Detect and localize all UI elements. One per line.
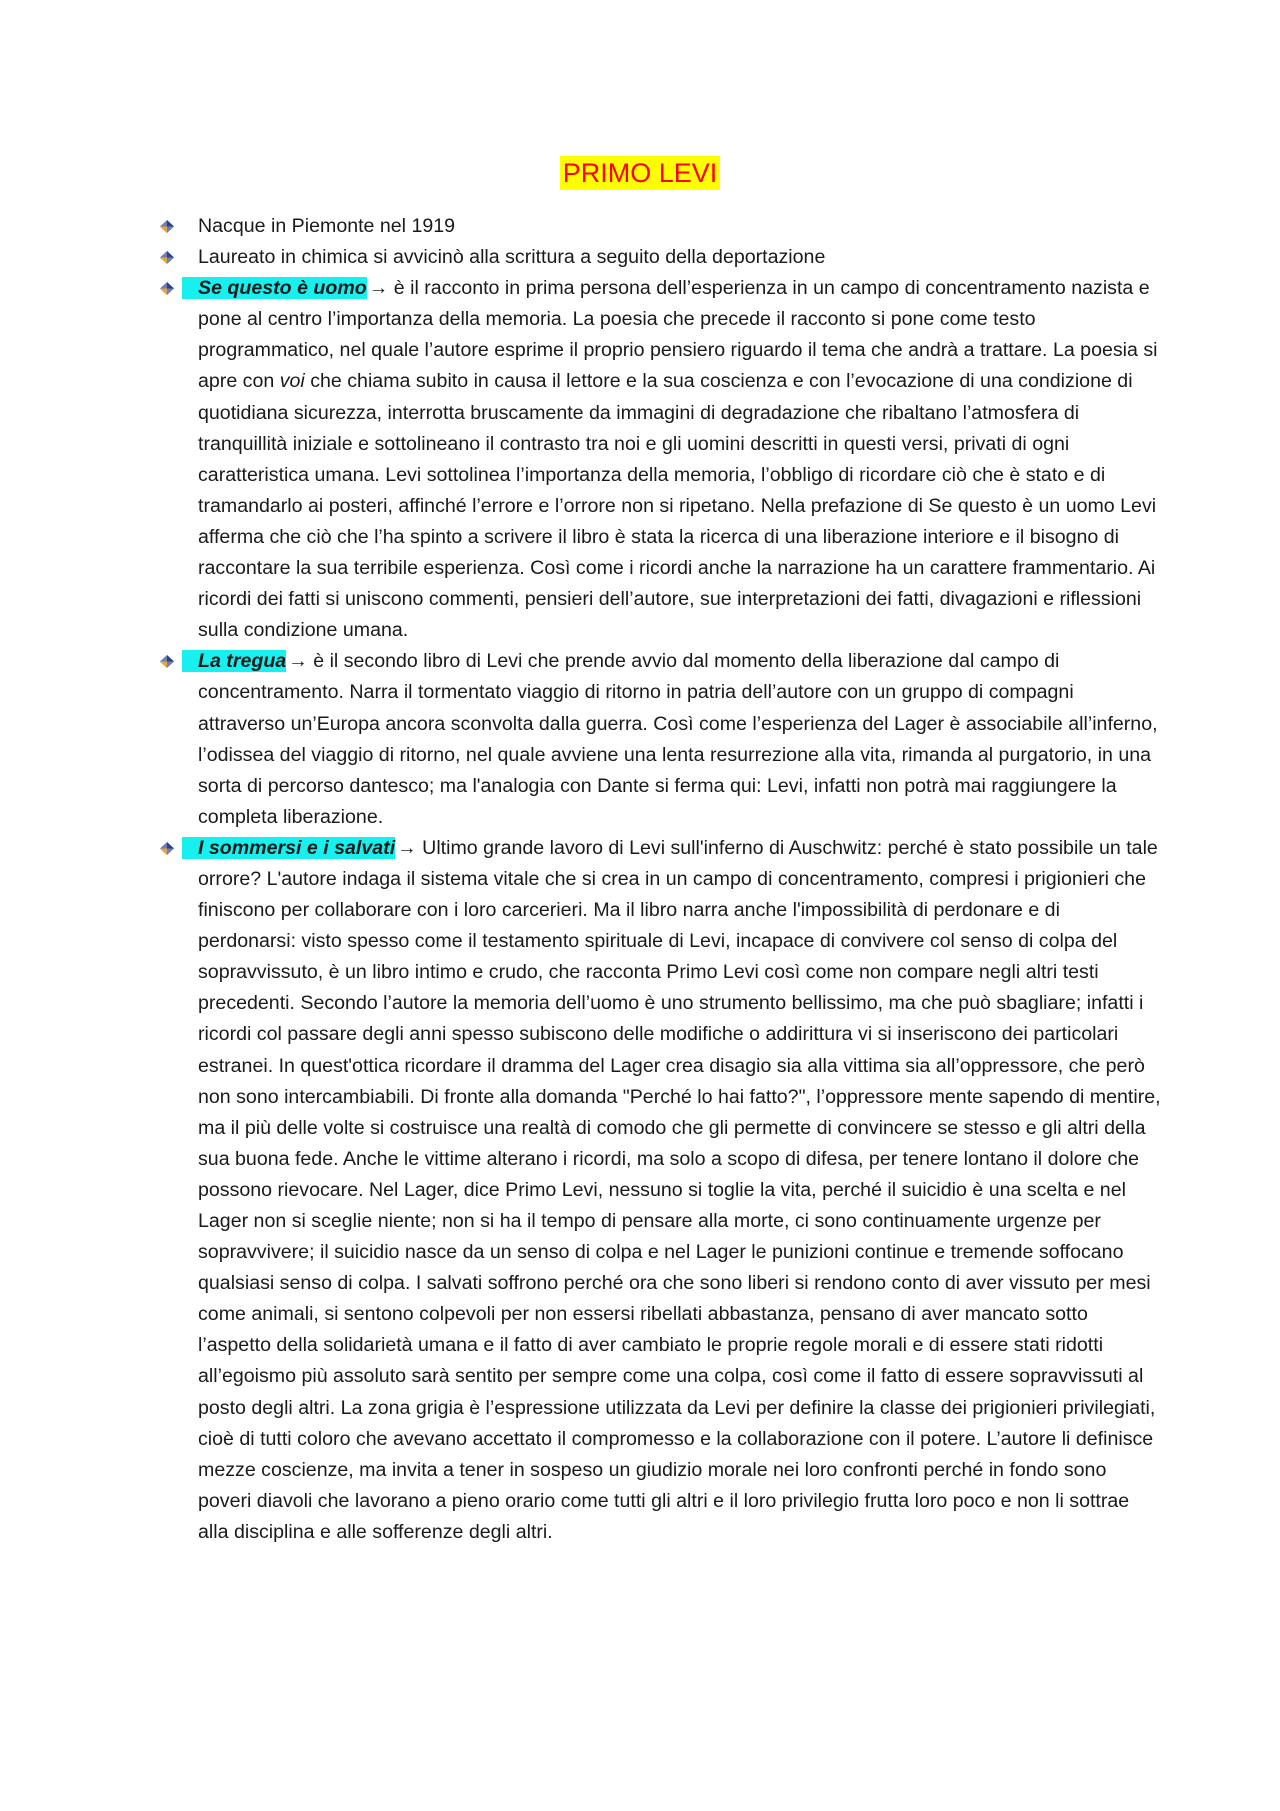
- diamond-bullet-icon: [160, 842, 174, 855]
- right-arrow-icon: →: [288, 650, 308, 673]
- item-text: Ultimo grande lavoro di Levi sull'inferno di Auschwitz: perché è stato possibile un tale orrore? L'autore indaga il sistema vitale che si crea in un campo di concentramento, compresi i prigionieri che finiscono per collaborare con i loro carcerieri. Ma il libro narra anche l'impossibilità di perdonare e di perdonarsi: visto spesso come il testamento spirituale di Levi, incapace di convivere col senso di colpa del sopravvissuto, è un libro intimo e crudo, che racconta Primo Levi così come non compare negli altri testi precedenti. Secondo l’autore la memoria dell’uomo è uno strumento bellissimo, ma che può sbagliare; infatti i ricordi col passare degli anni spesso subiscono delle modifiche o addirittura vi si inseriscono dei particolari estranei. In quest'ottica ricordare il dramma del Lager crea disagio sia alla vittima sia all’oppressore, che però non sono intercambiabili. Di fronte alla domanda "Perché lo hai fatto?", l’oppressore mente sapendo di mentire, ma il più delle volte si costruisce una realtà di comodo che gli permette di convincere se stesso e gli altri della sua buona fede. Anche le vittime alterano i ricordi, ma solo a scopo di difesa, per tenere lontano il dolore che possono rievocare. Nel Lager, dice Primo Levi, nessuno si toglie la vita, perché il suicidio è una scelta e nel Lager non si sceglie niente; non si ha il tempo di pensare alla morte, ci sono continuamente urgenze per sopravvivere; il suicidio nasce da un senso di colpa e nel Lager le punizioni continue e tremende soffocano qualsiasi senso di colpa. I salvati soffrono perché ora che sono liberi si rendono conto di aver vissuto per mesi come animali, si sentono colpevoli per non essersi ribellati abbastanza, pensano di aver mancato sotto l’aspetto della solidarietà umana e il fatto di aver cambiato le proprie regole morali e di essere stati ridotti all’egoismo più assoluto sarà sentito per sempre come una colpa, così come il fatto di essere sopravvissuti al posto degli altri. La zona grigia è l’espressione utilizzata da Levi per definire la classe dei prigionieri privilegiati, cioè di tutti coloro che avevano accettato il compromesso e la collaborazione con il potere. L’autore li definisce mezze coscienze, ma invita a tener in sospeso un giudizio morale nei loro confronti perché in fondo sono poveri diavoli che lavorano a pieno orario come tutti gli altri e il loro privilegio frutta loro poco e non li sottrae alla disciplina e alle sofferenze degli altri.: [198, 836, 1161, 1543]
- item-text: è il racconto in prima persona dell’esperienza in un campo di concentramento nazista e pone al centro l’importanza della memoria. La poesia che precede il racconto si pone come testo programmatico, nel quale l’autore esprime il proprio pensiero riguardo il tema che andrà a trattare. La poesia si apre con: [198, 277, 1158, 393]
- book-title: La tregua: [182, 650, 286, 672]
- diamond-bullet-icon: [160, 282, 174, 295]
- item-text: Nacque in Piemonte nel 1919: [198, 215, 456, 237]
- list-item-education: [158, 242, 1163, 273]
- page-title: PRIMO LEVI: [560, 156, 721, 190]
- list-item-la-tregua: [158, 646, 1163, 833]
- book-title: Se questo è uomo: [182, 277, 367, 299]
- emphasis-text: voi: [279, 370, 305, 393]
- diamond-bullet-icon: [160, 251, 174, 264]
- item-text-continued: che chiama subito in causa il lettore e la sua coscienza e con l’evocazione di una condizione di quotidiana sicurezza, interrotta bruscamente da immagini di degradazione che ribaltano l’atmosfera di tranquillità iniziale e sottolineano il contrasto tra noi e gli uomini descritti in questi versi, privati di ogni caratteristica umana. Levi sottolinea l’importanza della memoria, l’obbligo di ricordare ciò che è stato e di tramandarlo ai posteri, affinché l’errore e l’orrore non si ripetano. Nella prefazione di Se questo è un uomo Levi afferma che ciò che l’ha spinto a scrivere il libro è stata la ricerca di una liberazione interiore e il bisogno di raccontare la sua terribile esperienza. Così come i ricordi anche la narrazione ha un carattere frammentario. Ai ricordi dei fatti si uniscono commenti, pensieri dell’autore, sue interpretazioni dei fatti, divagazioni e riflessioni sulla condizione umana.: [198, 370, 1157, 642]
- list-item-se-questo-e-uomo: [158, 273, 1163, 646]
- title-block: [0, 156, 1280, 190]
- diamond-bullet-icon: [160, 655, 174, 668]
- bullet-list: [158, 211, 1163, 1548]
- item-text: Laureato in chimica si avvicinò alla scrittura a seguito della deportazione: [198, 246, 826, 269]
- item-text: è il secondo libro di Levi che prende avvio dal momento della liberazione dal campo di concentramento. Narra il tormentato viaggio di ritorno in patria dell’autore con un gruppo di compagni attraverso un’Europa ancora sconvolta dalla guerra. Così come l’esperienza del Lager è associabile all’inferno, l’odissea del viaggio di ritorno, nel quale avviene una lenta resurrezione alla vita, rimanda al purgatorio, in una sorta di percorso dantesco; ma l'analogia con Dante si ferma qui: Levi, infatti non potrà mai raggiungere la completa liberazione.: [198, 650, 1158, 828]
- right-arrow-icon: →: [368, 277, 389, 300]
- diamond-bullet-icon: [160, 220, 174, 233]
- list-item-birth: [158, 211, 1163, 242]
- right-arrow-icon: →: [397, 836, 417, 859]
- list-item-i-sommersi-e-i-salvati: [158, 833, 1163, 1548]
- book-title: I sommersi e i salvati: [182, 837, 395, 859]
